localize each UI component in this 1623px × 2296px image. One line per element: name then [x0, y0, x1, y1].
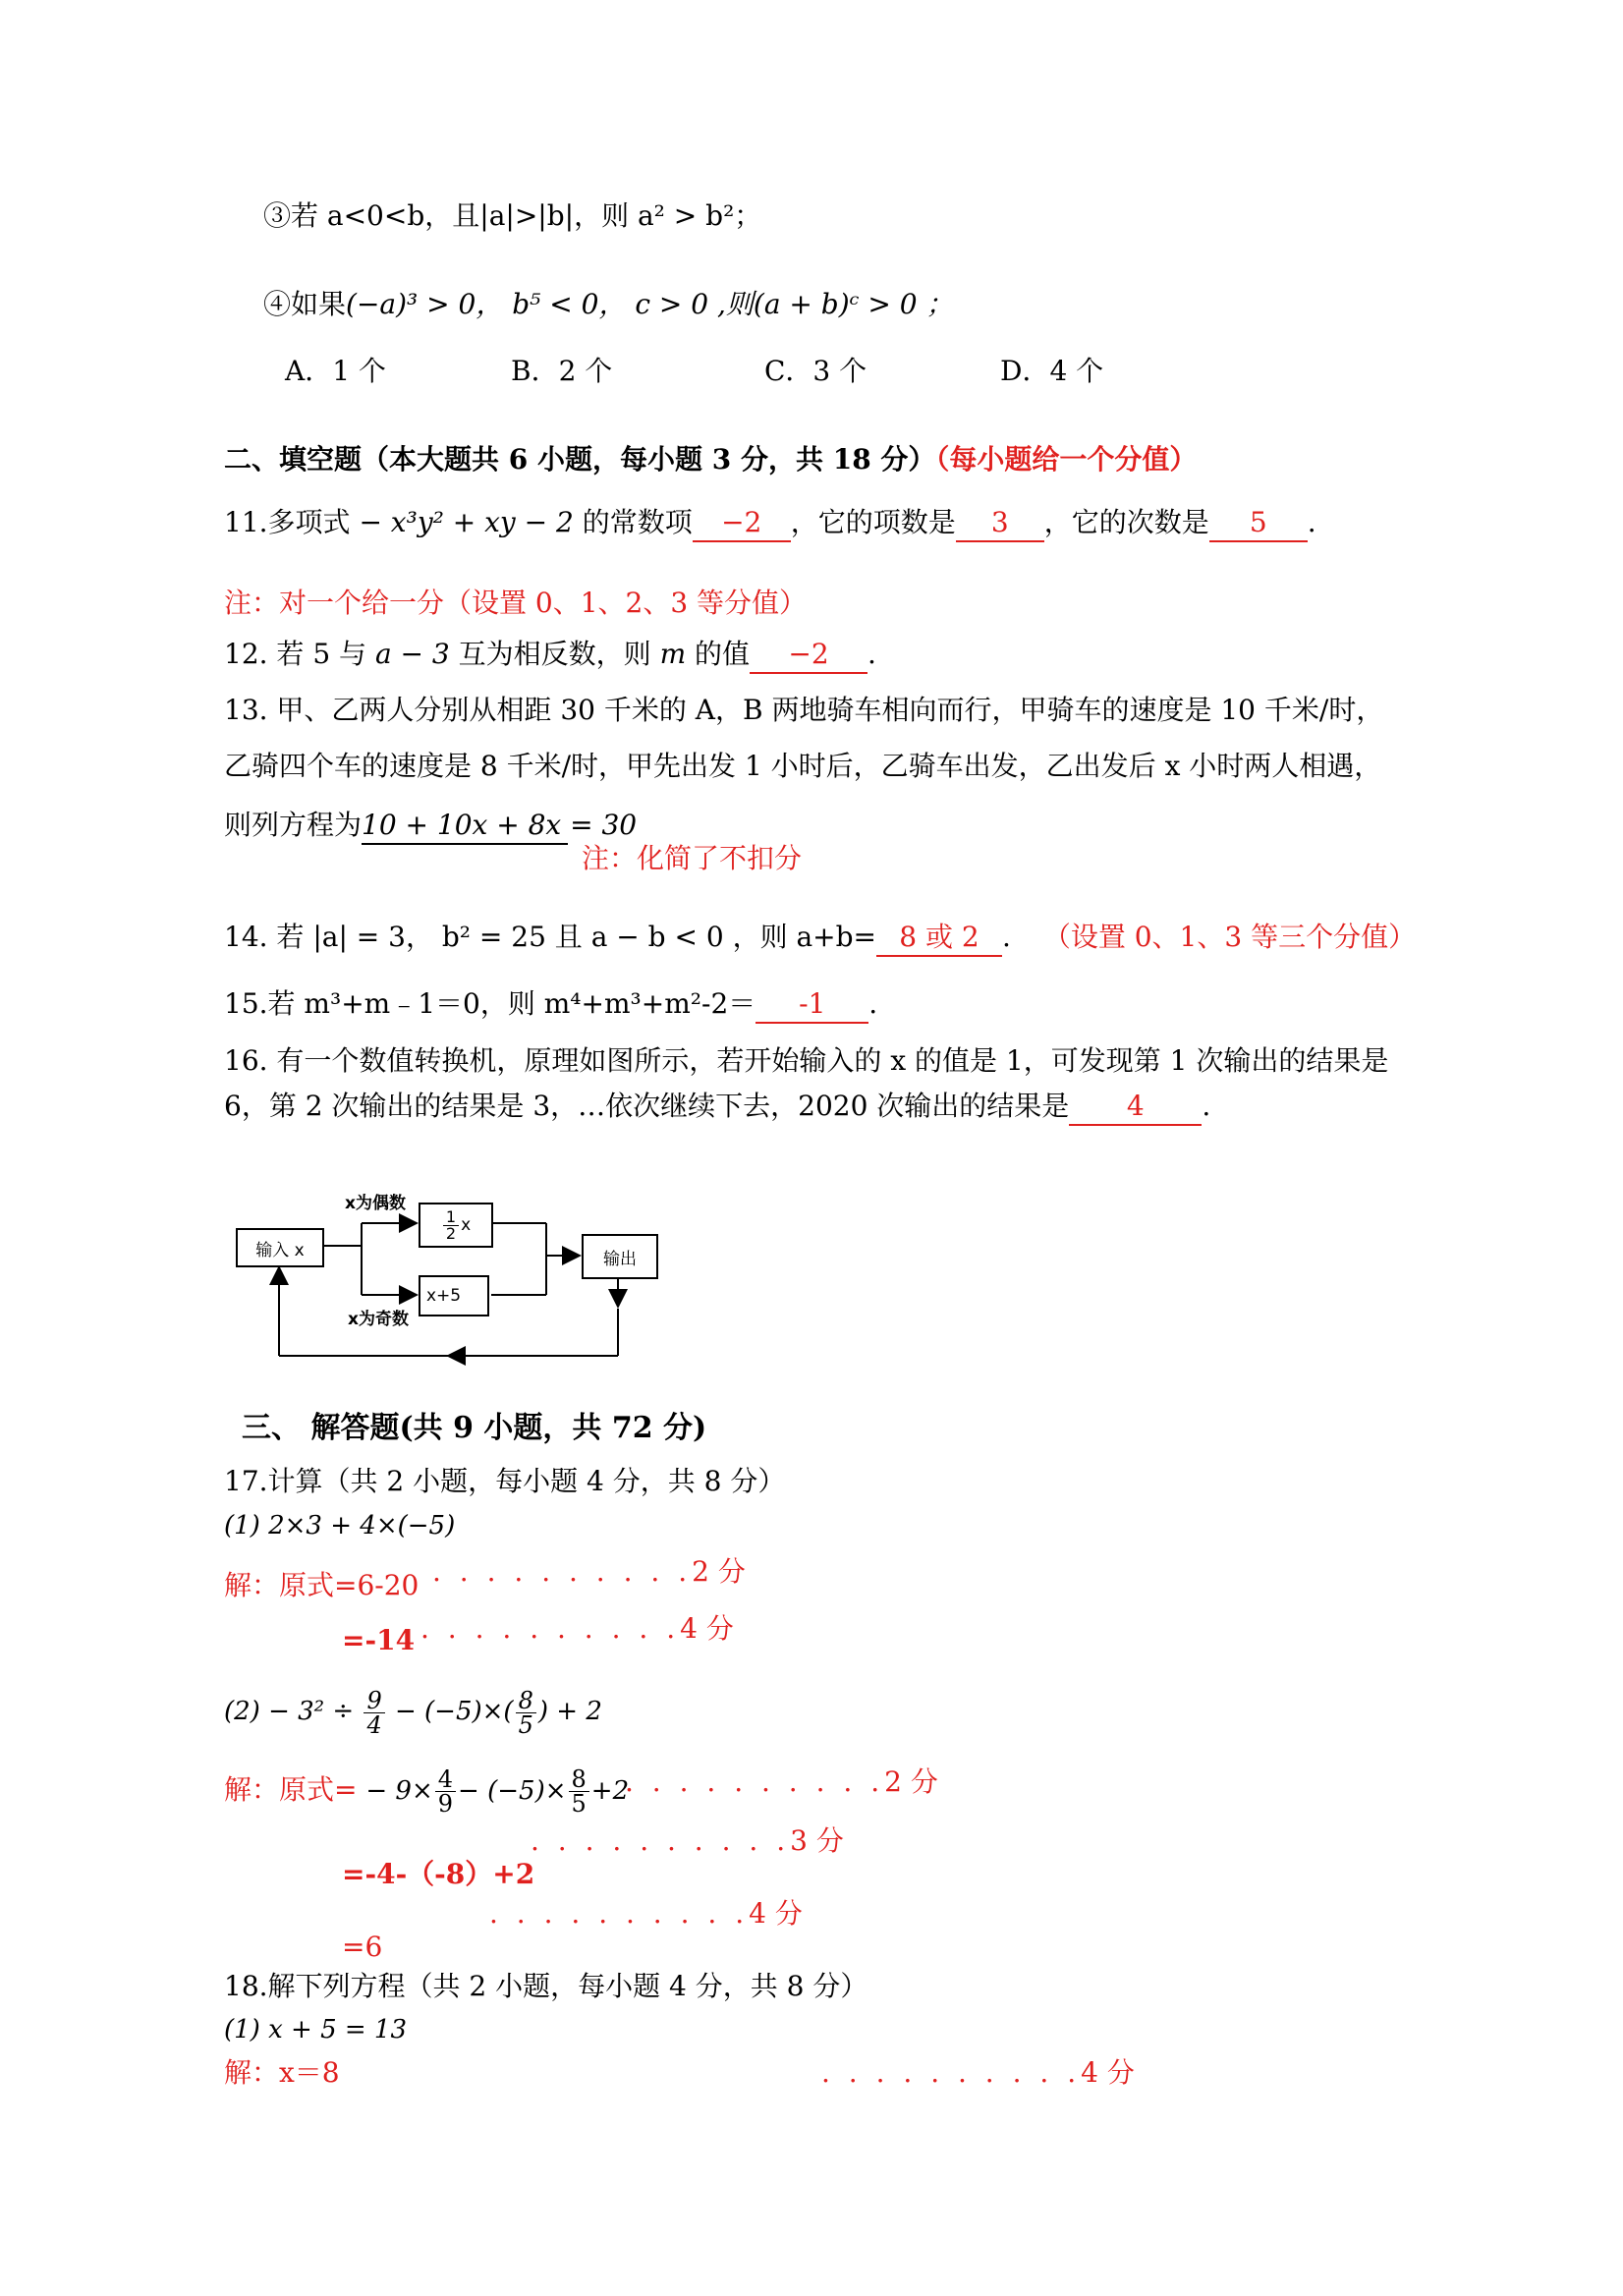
q17-p2-sol1-fraction-2 — [569, 1767, 589, 1816]
q17-p1-sol1-score-text: 2 分 — [692, 1555, 746, 1588]
question-15 — [224, 986, 877, 1024]
q11-answer-3: 5 — [1209, 505, 1308, 542]
q17-p2-sol2-score-text: 3 分 — [790, 1824, 844, 1857]
q17-p2-sol1-score — [625, 1764, 938, 1800]
q17-p2-end: ) + 2 — [537, 1697, 602, 1726]
q17-p2-solution-3: =6 — [342, 1931, 383, 1963]
q14-end: . — [1002, 921, 1011, 953]
q16-line-2-text: 6，第 2 次输出的结果是 3，…依次继续下去，2020 次输出的结果是 — [224, 1090, 1070, 1122]
q17-p2-sol1-b: − (−5)× — [458, 1776, 567, 1806]
flow-half-box — [419, 1203, 493, 1248]
question-14 — [224, 920, 1416, 957]
flow-plus5-box: x+5 — [419, 1275, 489, 1316]
q13-line-3-text: 则列方程为 — [224, 809, 363, 841]
q12-text-1: 12. 若 5 与 — [224, 638, 367, 670]
section-2-title-text: 二、填空题（本大题共 6 小题，每小题 3 分，共 18 分） — [224, 443, 936, 476]
q17-p1-sol1-score — [432, 1554, 746, 1590]
q16-line-2 — [224, 1089, 1210, 1126]
q17-p2-sol1-fraction-1 — [435, 1767, 456, 1816]
q13-note: 注：化简了不扣分 — [582, 842, 803, 874]
q17-p1-sol1-dots: . . . . . . . . . . — [432, 1555, 693, 1588]
q15-end: . — [868, 987, 878, 1020]
section-2-title — [224, 442, 1197, 477]
flow-diagram — [232, 1189, 664, 1371]
q17-p2-sol1-score-text: 2 分 — [884, 1765, 938, 1798]
q14-note: （设置 0、1、3 等三个分值） — [1042, 921, 1417, 953]
q11-note: 注：对一个给一分（设置 0、1、2、3 等分值） — [224, 587, 808, 619]
q12-text-2: 互为相反数，则 — [458, 638, 651, 670]
q17-p2-f2-num: 8 — [516, 1689, 536, 1713]
q17-part-1: (1) 2×3 + 4×(−5) — [224, 1511, 456, 1540]
q17-p2-sol3-score — [489, 1896, 803, 1932]
q14-text: 14. 若 |a| = 3， b² = 25 且 a − b < 0 ，则 a+b= — [224, 921, 877, 953]
question-12 — [224, 637, 876, 674]
q17-p2-f1-num: 9 — [364, 1689, 384, 1713]
q17-p2-f2-den: 5 — [518, 1710, 533, 1739]
q17-p1-solution-1 — [224, 1568, 419, 1603]
q13-line-2: 乙骑四个车的速度是 8 千米/时，甲先出发 1 小时后，乙骑车出发，乙出发后 x 小时两人相遇， — [224, 750, 1382, 782]
q12-text-3: 的值 — [695, 638, 751, 670]
q18-title: 18.解下列方程（共 2 小题，每小题 4 分，共 8 分） — [224, 1970, 868, 2002]
half-var: x — [461, 1215, 472, 1235]
q18-part-1: (1) x + 5 = 13 — [224, 2015, 408, 2044]
q17-p1-solution-2: =-14 — [342, 1624, 416, 1656]
q17-p2-sol1-label: 解：原式= — [224, 1773, 358, 1806]
q17-p2-sol1-a: − 9× — [365, 1776, 433, 1806]
q17-p2-sol3-dots: . . . . . . . . . . — [489, 1897, 750, 1930]
q10-item-4 — [263, 287, 953, 322]
q16-end: . — [1202, 1090, 1211, 1122]
q10-option-c: C．3 个 — [764, 355, 867, 387]
q17-p1-sol2-score-text: 4 分 — [680, 1612, 734, 1645]
q17-p2-sol3-score-text: 4 分 — [749, 1897, 803, 1930]
question-11 — [224, 505, 1316, 542]
q17-p2-fraction-2 — [516, 1686, 536, 1739]
flow-input-box: 输入 x — [236, 1228, 324, 1267]
q11-text-3: ，它的次数是 — [1043, 506, 1209, 538]
q11-answer-2: 3 — [956, 505, 1044, 542]
q17-p2-sol1-f2-num: 8 — [569, 1767, 589, 1792]
q17-part-2 — [224, 1682, 602, 1741]
q18-solution: 解：x＝8 — [224, 2056, 340, 2089]
half-numerator: 1 — [443, 1209, 459, 1226]
q17-p1-sol1-text: 解：原式=6-20 — [224, 1569, 420, 1601]
q10-option-b: B．2 个 — [511, 355, 613, 387]
q15-text: 15.若 m³+m﹣1＝0，则 m⁴+m³+m²-2＝ — [224, 987, 756, 1020]
q17-p2-sol1-f1-num: 4 — [435, 1767, 456, 1792]
q11-end: . — [1307, 506, 1316, 538]
q18-sol-dots: . . . . . . . . . . — [821, 2056, 1082, 2089]
q10-item-4-end: (a + b)ᶜ > 0 ； — [753, 288, 954, 320]
q16-answer: 4 — [1069, 1089, 1202, 1126]
flow-even-label: x为偶数 — [345, 1194, 406, 1213]
q11-prefix: 11.多项式 — [224, 506, 351, 538]
section-2-title-note: （每小题给一个分值） — [935, 443, 1198, 476]
q16-line-1: 16. 有一个数值转换机，原理如图所示，若开始输入的 x 的值是 1，可发现第 1 次输出的结果是 — [224, 1044, 1389, 1077]
q12-var: m — [659, 638, 687, 670]
q12-expression: a − 3 — [374, 638, 450, 670]
q17-p2-sol2-score — [531, 1823, 844, 1859]
q11-text-1: 的常数项 — [582, 506, 693, 538]
q17-p2-f1-den: 4 — [366, 1710, 382, 1739]
q13-line-1: 13. 甲、乙两人分别从相距 30 千米的 A，B 两地骑车相向而行，甲骑车的速度是 10 千米/时， — [224, 694, 1384, 726]
q14-answer: 8 或 2 — [876, 920, 1002, 957]
q11-expression: − x³y² + xy − 2 — [359, 506, 574, 538]
q17-p1-sol2-dots: . . . . . . . . . . — [420, 1612, 681, 1645]
q12-answer: −2 — [750, 637, 867, 674]
q17-p2-fraction-1 — [364, 1686, 384, 1739]
q17-p2-sol1-f2-den: 5 — [571, 1790, 587, 1818]
q11-text-2: ，它的项数是 — [790, 506, 956, 538]
q10-item-4-prefix: ④如果 — [263, 288, 347, 320]
q17-title: 17.计算（共 2 小题，每小题 4 分，共 8 分） — [224, 1465, 786, 1497]
q13-equation: 10 + 10x + 8x = 30 — [362, 808, 568, 845]
q11-answer-1: −2 — [693, 505, 791, 542]
q17-p2-sol1-c: +2 — [590, 1776, 630, 1806]
q10-item-3: ③若 a<0<b，且|a|>|b|，则 a² > b²； — [263, 199, 762, 232]
q18-sol-score — [821, 2055, 1135, 2091]
q10-item-4-mid: (−a)³ > 0， b⁵ < 0， c > 0 ,则 — [346, 288, 754, 320]
section-3-title: 三、 解答题(共 9 小题，共 72 分) — [242, 1411, 707, 1445]
q17-p1-sol2-score — [420, 1611, 734, 1647]
q10-option-d: D．4 个 — [1000, 355, 1104, 387]
flow-odd-label: x为奇数 — [348, 1310, 409, 1329]
q12-end: . — [867, 638, 876, 670]
q17-p2-solution-2: =-4-（-8）+2 — [342, 1858, 535, 1890]
q17-p2-sol1-f1-den: 9 — [437, 1790, 454, 1818]
q18-sol-score-text: 4 分 — [1081, 2056, 1135, 2089]
q10-option-a: A．1 个 — [285, 355, 386, 387]
half-fraction — [443, 1206, 459, 1243]
q17-p2-solution-1 — [224, 1761, 629, 1820]
q17-p2-label: (2) − 3² ÷ — [224, 1697, 355, 1726]
q17-p2-sol1-dots: . . . . . . . . . . — [625, 1765, 885, 1798]
half-denominator: 2 — [445, 1223, 457, 1243]
q15-answer: -1 — [756, 986, 868, 1024]
q13-line-3 — [224, 808, 638, 845]
q17-p2-mid: − (−5)×( — [394, 1697, 514, 1726]
flow-output-box: 输出 — [582, 1234, 658, 1279]
q17-p2-sol2-dots: . . . . . . . . . . — [531, 1824, 791, 1857]
